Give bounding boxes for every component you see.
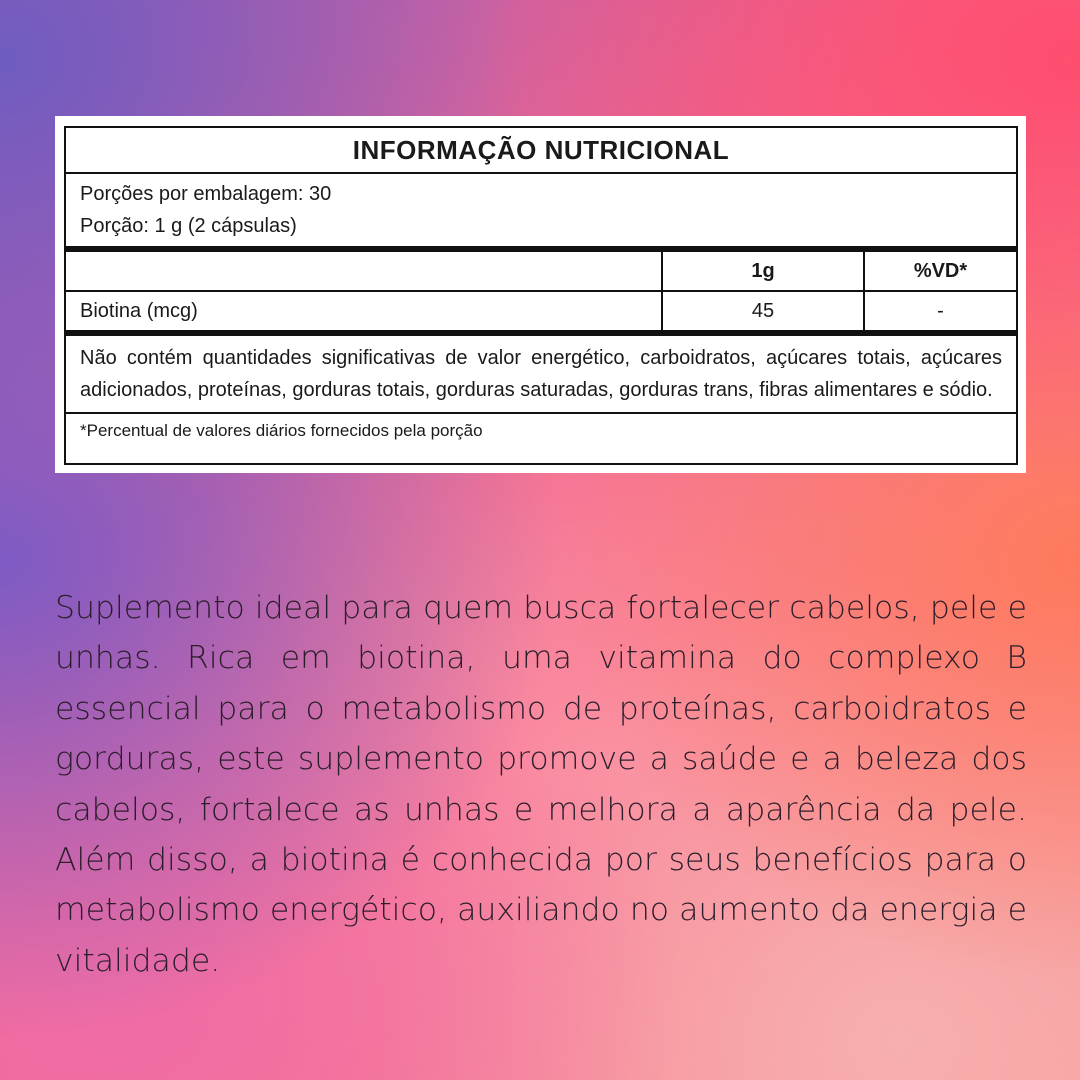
serving-size: Porção: 1 g (2 cápsulas) bbox=[80, 215, 297, 237]
nutrition-note: Não contém quantidades significativas de valor energético, carboidratos, açúcares totais, açúcares adicionados, proteínas, gorduras totais, gorduras saturadas, gorduras trans, fibras alimentares e sódio. bbox=[66, 336, 1016, 414]
nutrient-name: Biotina (mcg) bbox=[66, 291, 662, 333]
header-amount: 1g bbox=[662, 252, 864, 291]
nutrient-table-header bbox=[66, 252, 1016, 291]
nutrition-label bbox=[64, 126, 1018, 465]
nutrition-label-title: INFORMAÇÃO NUTRICIONAL bbox=[66, 128, 1016, 174]
nutrition-footnote: *Percentual de valores diários fornecidos pela porção bbox=[80, 421, 483, 440]
header-daily-value: %VD* bbox=[864, 252, 1016, 291]
nutrient-daily-value: - bbox=[864, 291, 1016, 333]
nutrient-table bbox=[66, 252, 1016, 336]
nutrient-amount: 45 bbox=[662, 291, 864, 333]
product-description: Suplemento ideal para quem busca fortalecer cabelos, pele e unhas. Rica em biotina, uma vitamina do complexo B essencial para o metabolismo de proteínas, carboidratos e gorduras, este suplemento promove a saúde e a beleza dos cabelos, fortalece as unhas e melhora a aparência da pele. Além disso, a biotina é conhecida por seus benefícios para o metabolismo energético, auxiliando no aumento da energia e vitalidade. bbox=[55, 590, 1027, 979]
nutrition-label-panel bbox=[55, 116, 1026, 473]
header-nutrient bbox=[66, 252, 662, 291]
servings-per-package: Porções por embalagem: 30 bbox=[80, 183, 332, 205]
portions-section bbox=[66, 174, 1016, 252]
table-row bbox=[66, 291, 1016, 333]
